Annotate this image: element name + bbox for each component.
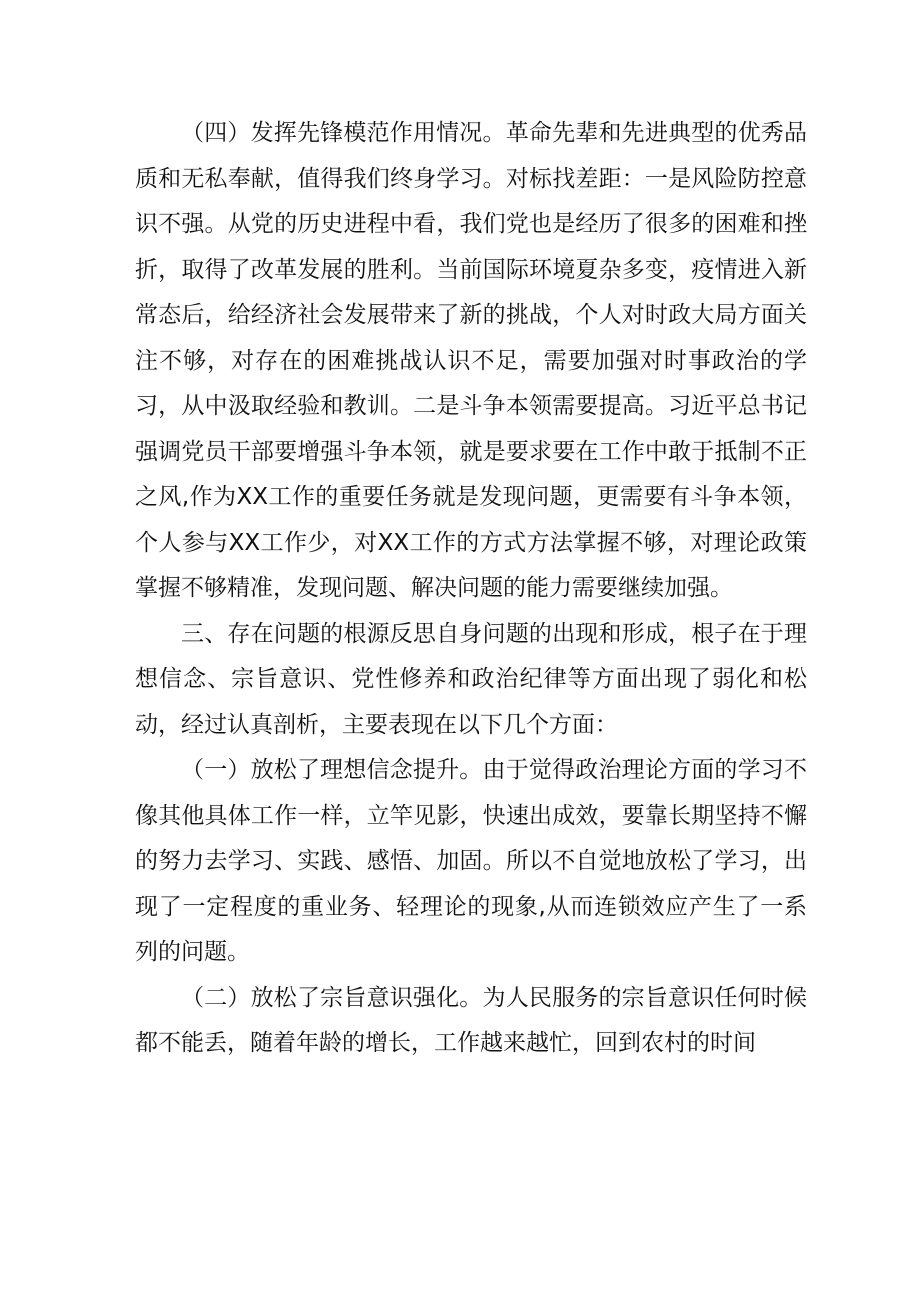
paragraph-section-three-root-causes: 三、存在问题的根源反思自身问题的出现和形成，根子在于理想信念、宗旨意识、党性修养和政治纪律等方面出现了弱化和松动，经过认真剖析，主要表现在以下几个方面：: [135, 620, 807, 738]
paragraph-item-two: （二）放松了宗旨意识强化。为人民服务的宗旨意识任何时候都不能丢，随着年龄的增长，工作越来越忙，回到农村的时间: [135, 984, 807, 1056]
paragraph-section-four: （四）发挥先锋模范作用情况。革命先辈和先进典型的优秀品质和无私奉献，值得我们终身学习。对标找差距：一是风险防控意识不强。从党的历史进程中看，我们党也是经历了很多的困难和挫折，取得了改革发展的胜利。当前国际环境夏杂多变，疫情进入新常态后，给经济社会发展带来了新的挑战，个人对时政大局方面关注不够，对存在的困难挑战认识不足，需要加强对时事政治的学习，从中汲取经验和教训。二是斗争本领需要提高。习近平总书记强调党员干部要增强斗争本领，就是要求要在工作中敢于抵制不正之风,作为XX工作的重要任务就是发现问题，更需要有斗争本领，个人参与XX工作少，对XX工作的方式方法掌握不够，对理论政策掌握不够精准，发现问题、解决问题的能力需要继续加强。: [135, 120, 807, 601]
document-body: [135, 111, 807, 1067]
paragraph-item-one: （一）放松了理想信念提升。由于觉得政治理论方面的学习不像其他具体工作一样，立竿见影，快速出成效，要靠长期坚持不懈的努力去学习、实践、感悟、加固。所以不自觉地放松了学习，出现了一定程度的重业务、轻理论的现象,从而连锁效应产生了一系列的问题。: [135, 757, 807, 965]
